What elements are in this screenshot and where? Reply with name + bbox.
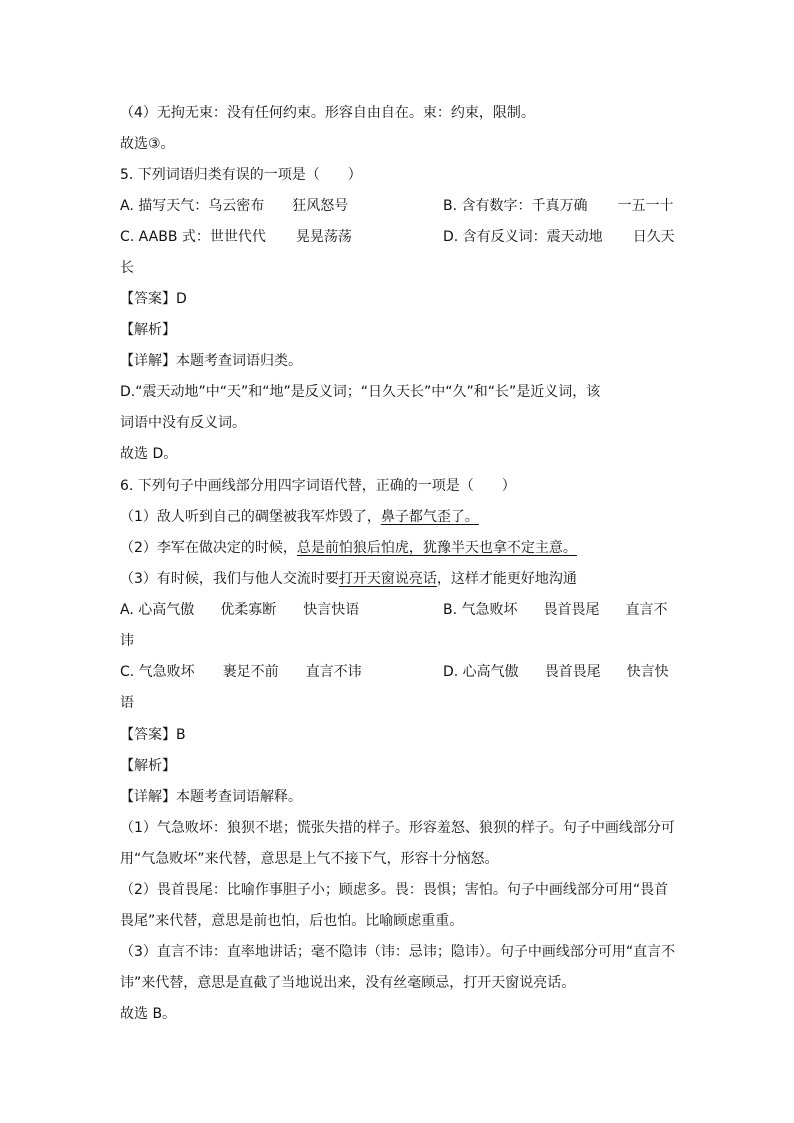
option-5d-wrap: 长	[120, 260, 134, 276]
underlined-phrase: 鼻子都气歪了。	[380, 509, 479, 525]
sentence-text: （2）李军在做决定的时候，	[120, 540, 297, 556]
option-label: A. 心高气傲	[120, 602, 195, 618]
sentence-text: （1）敌人听到自己的碉堡被我军炸毁了，	[120, 509, 381, 525]
option-5b	[443, 196, 674, 216]
option-label: A. 描写天气：乌云密布	[120, 198, 265, 214]
option-6b	[443, 600, 668, 620]
option-word: 快言快语	[303, 602, 360, 618]
detail-heading: 【详解】本题考查词语归类。	[120, 353, 302, 369]
option-word: 晃晃荡荡	[295, 229, 352, 245]
explanation-line: （1）气急败坏：狼狈不堪；慌张失措的样子。形容羞怒、狼狈的样子。句子中画线部分可	[120, 820, 675, 836]
option-word: 狂风怒号	[292, 198, 349, 214]
analysis-heading: 【解析】	[120, 322, 176, 338]
answer-5: 【答案】D	[120, 291, 187, 307]
explanation-line: 用“气急败坏”来代替，意思是上气不接下气，形容十分恼怒。	[120, 851, 499, 867]
question-6-stem: 6. 下列句子中画线部分用四字词语代替，正确的一项是（ ）	[120, 478, 516, 494]
option-5c	[120, 227, 352, 247]
option-6a	[120, 600, 359, 620]
option-word: 直言不讳	[305, 664, 362, 680]
option-5a	[120, 196, 348, 216]
option-label: C. 气急败坏	[120, 664, 195, 680]
option-5d	[443, 227, 675, 247]
option-label: D. 心高气傲	[443, 664, 519, 680]
option-word: 畏首畏尾	[543, 602, 600, 618]
option-word: 畏首畏尾	[544, 664, 601, 680]
choice-line: 故选 B。	[120, 1006, 177, 1022]
sentence-1	[120, 507, 479, 527]
question-5-stem: 5. 下列词语归类有误的一项是（ ）	[120, 167, 362, 183]
underlined-phrase: 打开天窗说亮话	[338, 571, 437, 587]
detail-heading: 【详解】本题考查词语解释。	[120, 789, 302, 805]
option-word: 直言不	[625, 602, 668, 618]
option-label: C. AABB 式：世世代代	[120, 229, 266, 245]
choice-line: 故选 D。	[120, 446, 178, 462]
option-6d-wrap: 语	[120, 695, 134, 711]
text-line: （4）无拘无束：没有任何约束。形容自由自在。束：约束，限制。	[120, 105, 535, 121]
option-word: 快言快	[626, 664, 669, 680]
explanation-line: （3）直言不讳：直率地讲话；毫不隐讳（讳：忌讳；隐讳）。句子中画线部分可用“直言不	[120, 944, 676, 960]
option-label: B. 气急败坏	[443, 602, 518, 618]
option-label: D. 含有反义词：震天动地	[443, 229, 603, 245]
sentence-text: （3）有时候，我们与他人交流时要	[120, 571, 339, 587]
explanation-line: （2）畏首畏尾：比喻作事胆子小；顾虑多。畏：畏惧；害怕。句子中画线部分可用“畏首	[120, 882, 669, 898]
option-word: 一五一十	[617, 198, 674, 214]
option-word: 优柔寡断	[220, 602, 277, 618]
option-word: 日久天	[632, 229, 675, 245]
answer-6: 【答案】B	[120, 727, 186, 743]
text-line: 故选③。	[120, 136, 175, 152]
explanation-line: 词语中没有反义词。	[120, 415, 246, 431]
sentence-3	[120, 569, 577, 589]
option-label: B. 含有数字：千真万确	[443, 198, 588, 214]
option-6b-wrap: 讳	[120, 633, 134, 649]
sentence-text: ，这样才能更好地沟通	[436, 571, 577, 587]
analysis-heading: 【解析】	[120, 758, 176, 774]
explanation-line: 讳”来代替，意思是直截了当地说出来，没有丝毫顾忌，打开天窗说亮话。	[120, 975, 576, 991]
explanation-line: 畏尾”来代替，意思是前也怕，后也怕。比喻顾虑重重。	[120, 913, 464, 929]
option-word: 裹足不前	[222, 664, 279, 680]
explanation-line: D.“震天动地”中“天”和“地”是反义词；“日久天长”中“久”和“长”是近义词，该	[120, 384, 601, 400]
underlined-phrase: 总是前怕狼后怕虎，犹豫半天也拿不定主意。	[296, 540, 577, 556]
sentence-2	[120, 538, 577, 558]
option-6c	[120, 662, 362, 682]
option-6d	[443, 662, 669, 682]
